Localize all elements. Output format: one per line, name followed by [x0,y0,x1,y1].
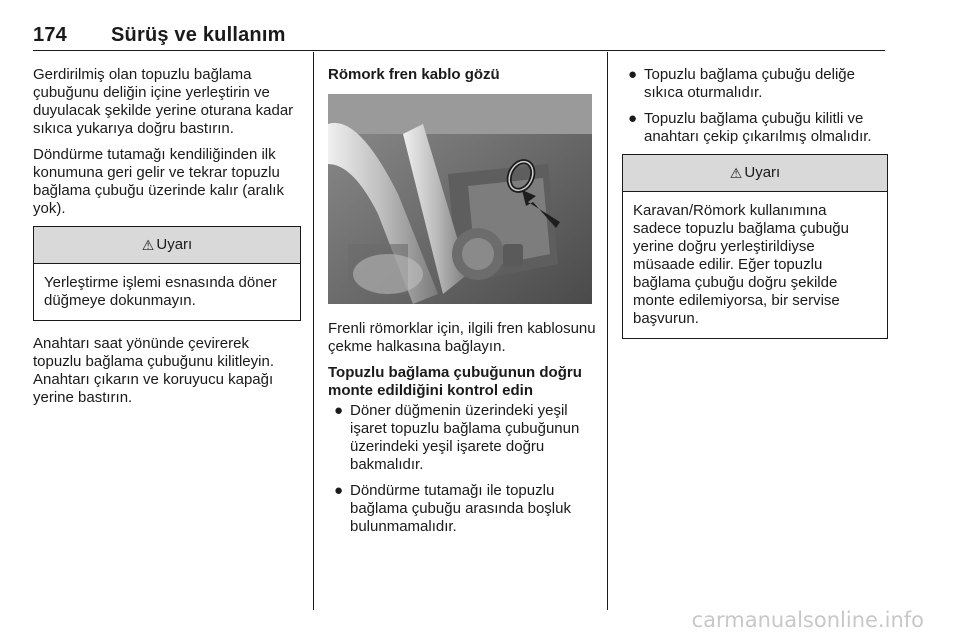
warning-text: Yerleştirme işlemi esnasında döner düğmeye dokunmayın. [44,274,277,309]
bullet-icon: ● [334,482,344,499]
check-list [328,402,596,536]
section-title: Sürüş ve kullanım [111,24,286,46]
list-item: ● Topuzlu bağlama çubuğu kilitli ve anahtarı çekip çıkarılmış olmalıdır. [628,110,872,145]
column-2 [328,66,596,544]
bullet-icon: ● [334,402,344,419]
column-divider-1 [313,52,314,610]
list-item: ● Topuzlu bağlama çubuğu deliğe sıkıca oturmalıdır. [628,66,855,101]
column-3 [622,66,888,353]
col1-paragraph-1: Gerdirilmiş olan topuzlu bağlama çubuğunu deliğin içine yerleştirin ve duyulacak şekilde yerine oturana kadar sıkıca yukarıya doğru bastırın. [33,66,294,137]
warning-header [623,155,887,192]
bullet-icon: ● [628,110,638,127]
column-divider-2 [607,52,608,610]
check-list-continued [622,66,888,146]
col2-paragraph-1: Frenli römorklar için, ilgili fren kablosunu çekme halkasına bağlayın. [328,320,596,355]
check-heading: Topuzlu bağlama çubuğunun doğru monte edildiğini kontrol edin [328,364,582,399]
page-header [33,24,286,47]
warning-triangle-icon: ⚠ [729,165,743,181]
list-item: ● Döndürme tutamağı ile topuzlu bağlama çubuğu arasında boşluk bulunmamalıdır. [334,482,571,535]
warning-title: Uyarı [156,236,193,253]
column-1 [33,66,301,415]
watermark: carmanualsonline.info [691,608,924,632]
warning-text: Karavan/Römork kullanımına sadece topuzlu bağlama çubuğu yerine doğru yerleştirildiyse müsaade edilir. Eğer topuzlu bağlama çubuğu doğru şekilde monte edilemiyorsa, bir servise başvurun. [633,202,849,327]
bullet-icon: ● [628,66,638,83]
warning-header [34,227,300,264]
warning-box [33,226,301,321]
list-item: ● Döner düğmenin üzerindeki yeşil işaret topuzlu bağlama çubuğunun üzerindeki yeşil işarete doğru bakmalıdır. [334,402,580,473]
warning-title: Uyarı [744,164,781,181]
page-number: 174 [33,24,67,46]
tow-bar-photo [328,94,592,304]
col1-paragraph-2: Döndürme tutamağı kendiliğinden ilk konumuna geri gelir ve tekrar topuzlu bağlama çubuğu üzerinde kalır (aralık yok). [33,146,284,217]
col1-paragraph-3: Anahtarı saat yönünde çevirerek topuzlu bağlama çubuğunu kilitleyin. Anahtarı çıkarın ve koruyucu kapağı yerine bastırın. [33,335,274,406]
warning-box [622,154,888,339]
warning-triangle-icon: ⚠ [141,237,155,253]
section-heading: Römork fren kablo gözü [328,66,500,83]
header-divider [33,50,885,51]
